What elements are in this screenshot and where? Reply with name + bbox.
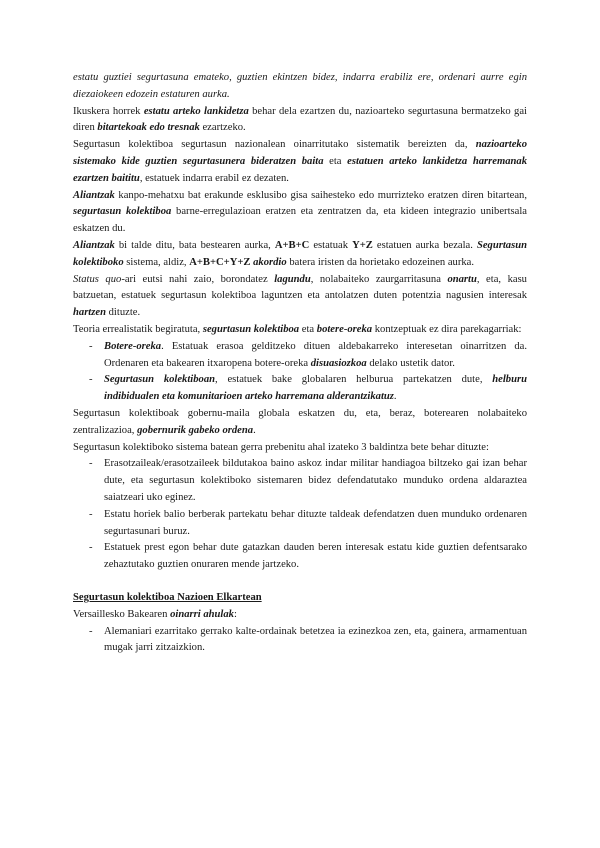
- emphasis: Segurtasun kolektiboko: [73, 239, 527, 268]
- text: , eta, kasu batzuetan, estatuek segurtasun kolektiboa laguntzen eta antolatzen duten potentzia nagusien interesak: [73, 273, 527, 302]
- text: estatu guztiei segurtasuna emateko, guztien ekintzen bidez, indarra erabiliz ere, ordenari aurre egin diezaiokeen edozein estaturen aurka.: [73, 72, 527, 100]
- emphasis: gobernurik gabeko ordena: [137, 424, 254, 436]
- text: kanpo-mehatxu bat erakunde esklusibo gisa saihesteko edo murrizteko eratzen diren bitartean,: [114, 189, 527, 201]
- text: .: [253, 424, 256, 436]
- text: Teoria errealistatik begiratuta,: [73, 323, 203, 335]
- strong: A+B+C+Y+Z: [189, 256, 251, 268]
- text: :: [233, 608, 237, 620]
- text: behar dela ezartzen du, nazioarteko segurtasuna bermatzeko gai diren: [73, 105, 527, 134]
- emphasis: Aliantzak: [73, 239, 115, 251]
- paragraph-0: [73, 70, 527, 104]
- text: , nolabaiteko zaurgarritasuna: [310, 273, 448, 285]
- text: , estatuek bake globalaren helburua partekatzen dute,: [215, 374, 493, 386]
- list-item: [73, 339, 527, 373]
- list-item: [73, 372, 527, 406]
- text: Versaillesko Bakearen: [73, 608, 171, 620]
- paragraph-2: [73, 137, 527, 187]
- text: bi talde ditu, bata bestearen aurka,: [114, 239, 275, 251]
- paragraph-9: [73, 607, 527, 624]
- text: eta: [323, 155, 348, 167]
- text: delako ustetik dator.: [366, 357, 455, 369]
- list-item: - Alemaniari ezarritako gerrako kalte-ordainak betetzea ia ezinezkoa zen, eta, gainera, armamentuan mugak jarri zitzaizkion.: [73, 624, 527, 658]
- emphasis: estatuen arteko lankidetza harremanak ezartzen baititu: [73, 155, 527, 184]
- text: Segurtasun kolektiboko sistema batean gerra prebenitu ahal izateko 3 baldintza bete behar dituzte:: [73, 441, 489, 453]
- text: eta: [299, 323, 317, 335]
- text: estatuen aurka bezala.: [372, 239, 477, 251]
- paragraph-8: [73, 440, 527, 457]
- emphasis: nazioarteko sistemako kide guztien segurtasunera bideratzen baita: [73, 139, 527, 167]
- text: ezartzeko.: [199, 122, 246, 134]
- section-heading: Segurtasun kolektiboa Nazioen Elkartean: [73, 591, 262, 603]
- paragraph-1: [73, 104, 527, 138]
- text: batera iristen da horietako edozeinen aurka.: [286, 256, 475, 268]
- strong: Y+Z: [352, 239, 373, 251]
- text: . Estatuak erasoa gelditzeko dituen aldebakarreko interesetan oinarritzen da. Ordenaren eta bakearen itxaropena botere-oreka: [104, 340, 527, 369]
- list-item: - Estatu horiek balio berberak partekatu behar dituzte taldeak defendatzen duen munduko ordenaren segurtasunari buruz.: [73, 507, 527, 541]
- emphasis: Botere-oreka: [104, 340, 162, 352]
- text: .: [393, 391, 397, 403]
- text: Ikuskera horrek: [73, 105, 144, 117]
- emphasis: akordio: [250, 256, 287, 268]
- emphasis: Segurtasun kolektiboan: [104, 374, 216, 386]
- versailles-list: [73, 624, 527, 658]
- paragraph-7: [73, 406, 527, 440]
- text: Segurtasun kolektiboak gobernu-maila globala eskatzen du, eta, beraz, boterearen nolabaiteko zentralizazioa,: [73, 407, 527, 436]
- paragraph-6: [73, 322, 527, 339]
- emphasis: lagundu: [274, 273, 311, 285]
- strong: A+B+C: [274, 239, 310, 251]
- paragraph-3: [73, 188, 527, 238]
- emphasis: oinarri ahulak: [170, 608, 234, 620]
- emphasis: helburu indibidualen eta komunitarioen arteko harremana alderantzikatuz: [104, 374, 527, 403]
- emphasis: segurtasun kolektiboa: [202, 323, 300, 335]
- emphasis: disuasiozkoa: [310, 357, 367, 369]
- comparison-list: [73, 339, 527, 406]
- document-body: [73, 70, 527, 657]
- text: Segurtasun kolektiboa segurtasun nazionalean oinarritutako sistematik bereizten da,: [73, 139, 476, 151]
- text: kontzeptuak ez dira parekagarriak:: [372, 323, 522, 335]
- text: estatuak: [309, 239, 353, 251]
- list-item: - Estatuek prest egon behar dute gatazkan dauden beren interesak estatu kide guztien defentsarako zehaztutako guztien onuraren mende jartzeko.: [73, 540, 527, 574]
- text: , estatuek indarra erabil ez dezaten.: [139, 172, 289, 184]
- text: barne-erregulazioan eratzen eta zentratzen da, eta kideen integrazio unibertsala eskatzen du.: [73, 206, 527, 235]
- emphasis: estatu arteko lankidetza: [143, 105, 249, 117]
- emphasis: botere-oreka: [316, 323, 373, 335]
- text: sistema, aldiz,: [123, 256, 190, 268]
- paragraph-5: [73, 272, 527, 322]
- list-item: - Erasotzaileak/erasotzaileek bildutakoa baino askoz indar militar handiagoa biltzeko gai izan behar dute, eta segurtasun kolektiboko sistemaren bidez defendatutako munduko ordena aldaraztea saiatzeari uko eginez.: [73, 456, 527, 506]
- text: dituzte.: [105, 307, 141, 319]
- text: -ari eutsi nahi zaio, borondatez: [121, 273, 275, 285]
- italic-text: Status quo: [73, 273, 122, 285]
- paragraph-4: [73, 238, 527, 272]
- conditions-list: [73, 456, 527, 574]
- emphasis: segurtasun kolektiboa: [73, 206, 172, 218]
- emphasis: Aliantzak: [73, 189, 115, 201]
- emphasis: hartzen: [73, 307, 106, 319]
- emphasis: bitartekoak edo tresnak: [97, 122, 200, 134]
- emphasis: onartu: [447, 273, 477, 285]
